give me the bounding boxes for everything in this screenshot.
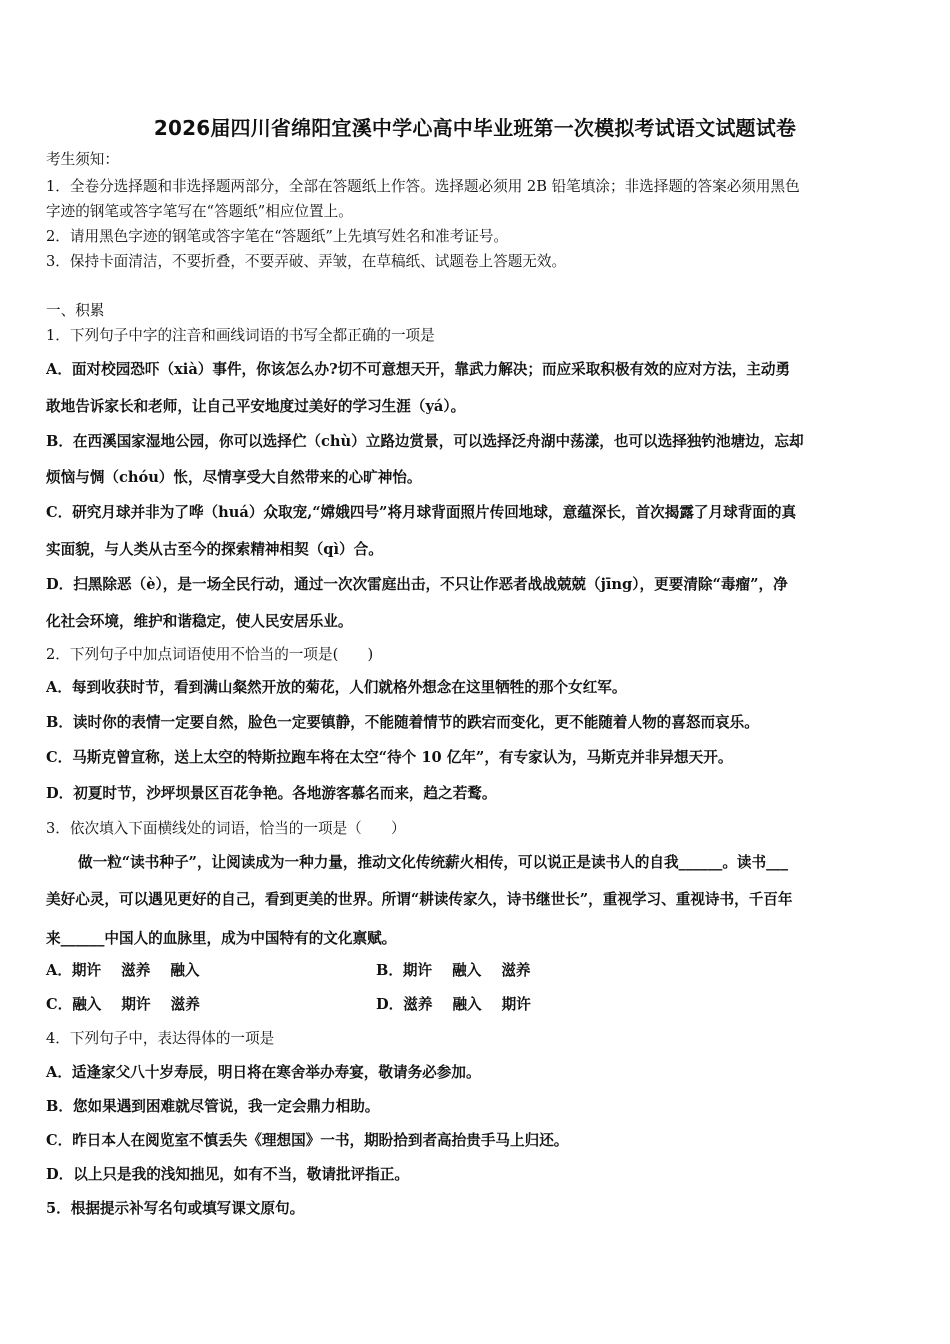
q3-passage: 做一粒“读书种子”，让阅读成为一种力量，推动文化传统薪火相传，可以说正是读书人的自我______。读书___ [78,854,788,871]
q1-option-d-cont: 化社会环境，维护和谐稳定，使人民安居乐业。 [46,613,353,630]
q2-option-a: A．每到收获时节，看到满山粲然开放的菊花，人们就格外想念在这里牺牲的那个女红军。 [46,679,627,696]
q1-option-d: D．扫黑除恶（è），是一场全民行动，通过一次次雷庭出击，不只让作恶者战战兢兢（jīng），更要清除“毒瘤”，净 [46,576,788,593]
section-heading: 一、积累 [46,302,105,319]
q1-option-c: C．研究月球并非为了哗（huá）众取宠,“嫦娥四号”将月球背面照片传回地球，意蕴深长，首次揭露了月球背面的真 [46,504,797,521]
q3-stem: 3．依次填入下面横线处的词语，恰当的一项是（ ） [46,820,406,837]
q2-option-d: D．初夏时节，沙坪坝景区百花争艳。各地游客慕名而来，趋之若鹜。 [46,785,497,802]
q5-stem: 5．根据提示补写名句或填写课文原句。 [46,1200,305,1217]
q2-option-c: C．马斯克曾宣称，送上太空的特斯拉跑车将在太空“待个 10 亿年”，有专家认为，马斯克并非异想天开。 [46,749,733,766]
q4-stem: 4．下列句子中，表达得体的一项是 [46,1030,275,1047]
q2-stem: 2．下列句子中加点词语使用不恰当的一项是( ) [46,646,374,663]
q3-passage-cont: 美好心灵，可以遇见更好的自己，看到更美的世界。所谓“耕读传家久，诗书继世长”，重视学习、重视诗书，千百年 [46,891,793,908]
q4-option-c: C．昨日本人在阅览室不慎丢失《理想国》一书，期盼拾到者高抬贵手马上归还。 [46,1132,569,1149]
q1-option-b-cont: 烦恼与惆（chóu）怅，尽情享受大自然带来的心旷神怡。 [46,469,422,486]
q1-option-a-cont: 敢地告诉家长和老师，让自己平安地度过美好的学习生涯（yá）。 [46,398,466,415]
q2-option-b: B．读时你的表情一定要自然，脸色一定要镇静，不能随着情节的跌宕而变化，更不能随着人物的喜怒而哀乐。 [46,714,759,731]
page-title: 2026届四川省绵阳宜溪中学心高中毕业班第一次模拟考试语文试题试卷 [153,116,797,140]
q3-option-c: C．融入 期许 滋养 [46,996,200,1013]
q4-option-a: A．适逢家父八十岁寿辰，明日将在寒舍举办寿宴，敬请务必参加。 [46,1064,481,1081]
q3-option-b: B．期许 融入 滋养 [376,962,531,979]
notice-item-1: 1．全卷分选择题和非选择题两部分，全部在答题纸上作答。选择题必须用 2B 铅笔填涂；非选择题的答案必须用黑色 [46,178,800,195]
q1-stem: 1．下列句子中字的注音和画线词语的书写全都正确的一项是 [46,327,435,344]
q3-option-a: A．期许 滋养 融入 [46,962,200,979]
q1-option-a: A．面对校园恐吓（xià）事件，你该怎么办?切不可意想天开，靠武力解决；而应采取积极有效的应对方法，主动勇 [46,361,791,378]
notice-heading: 考生须知： [46,151,119,168]
q4-option-d: D．以上只是我的浅知拙见，如有不当，敬请批评指正。 [46,1166,409,1183]
notice-item-3: 3．保持卡面清洁，不要折叠，不要弄破、弄皱，在草稿纸、试题卷上答题无效。 [46,253,567,270]
notice-item-2: 2．请用黑色字迹的钢笔或答字笔在“答题纸”上先填写姓名和准考证号。 [46,228,509,245]
q4-option-b: B．您如果遇到困难就尽管说，我一定会鼎力相助。 [46,1098,380,1115]
q3-passage-cont-2: 来______中国人的血脉里，成为中国特有的文化禀赋。 [46,930,397,947]
q1-option-b: B．在西溪国家湿地公园，你可以选择伫（chù）立路边赏景，可以选择泛舟湖中荡漾，也可以选择独钓池塘边，忘却 [46,433,804,450]
notice-item-1-cont: 字迹的钢笔或答字笔写在“答题纸”相应位置上。 [46,203,353,220]
q1-option-c-cont: 实面貌，与人类从古至今的探索精神相契（qì）合。 [46,541,383,558]
q3-option-d: D．滋养 融入 期许 [376,996,531,1013]
